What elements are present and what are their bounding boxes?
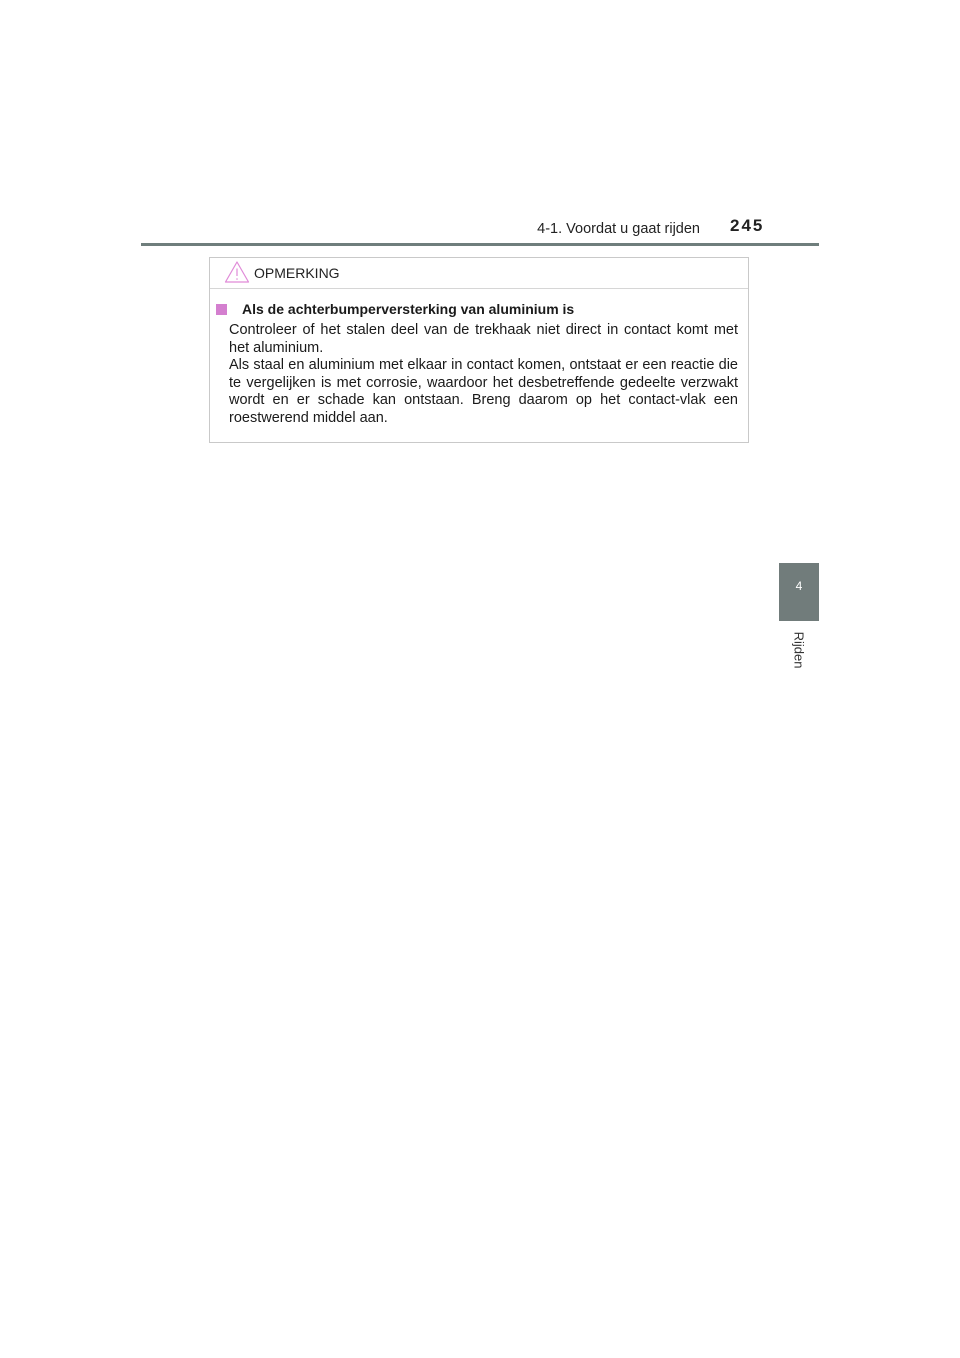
notice-paragraph-2: Als staal en aluminium met elkaar in contact komen, ontstaat er een reactie die te vergelijken is met corrosie, waardoor het desbetreffende gedeelte verzwakt wordt en er schade kan ontstaan. Breng daarom op het contact-vlak een roestwerend middel aan. <box>229 357 738 426</box>
page-number: 245 <box>730 216 765 235</box>
notice-paragraph-1: Controleer of het stalen deel van de trekhaak niet direct in contact komt met het aluminium. <box>229 322 738 356</box>
header-divider <box>141 243 819 246</box>
section-title: 4-1. Voordat u gaat rijden <box>537 221 700 237</box>
warning-triangle-icon <box>224 260 250 284</box>
notice-heading: OPMERKING <box>254 265 340 281</box>
chapter-number: 4 <box>795 579 803 593</box>
notice-text <box>229 322 738 427</box>
notice-box <box>209 257 749 443</box>
chapter-tab <box>779 563 819 621</box>
notice-subheading <box>210 301 738 318</box>
notice-body <box>210 289 748 427</box>
notice-subheading-text: Als de achterbumperversterking van aluminium is <box>242 301 575 317</box>
chapter-title: Rijden <box>791 631 807 669</box>
notice-header <box>210 258 748 289</box>
bullet-square-icon <box>216 304 227 315</box>
